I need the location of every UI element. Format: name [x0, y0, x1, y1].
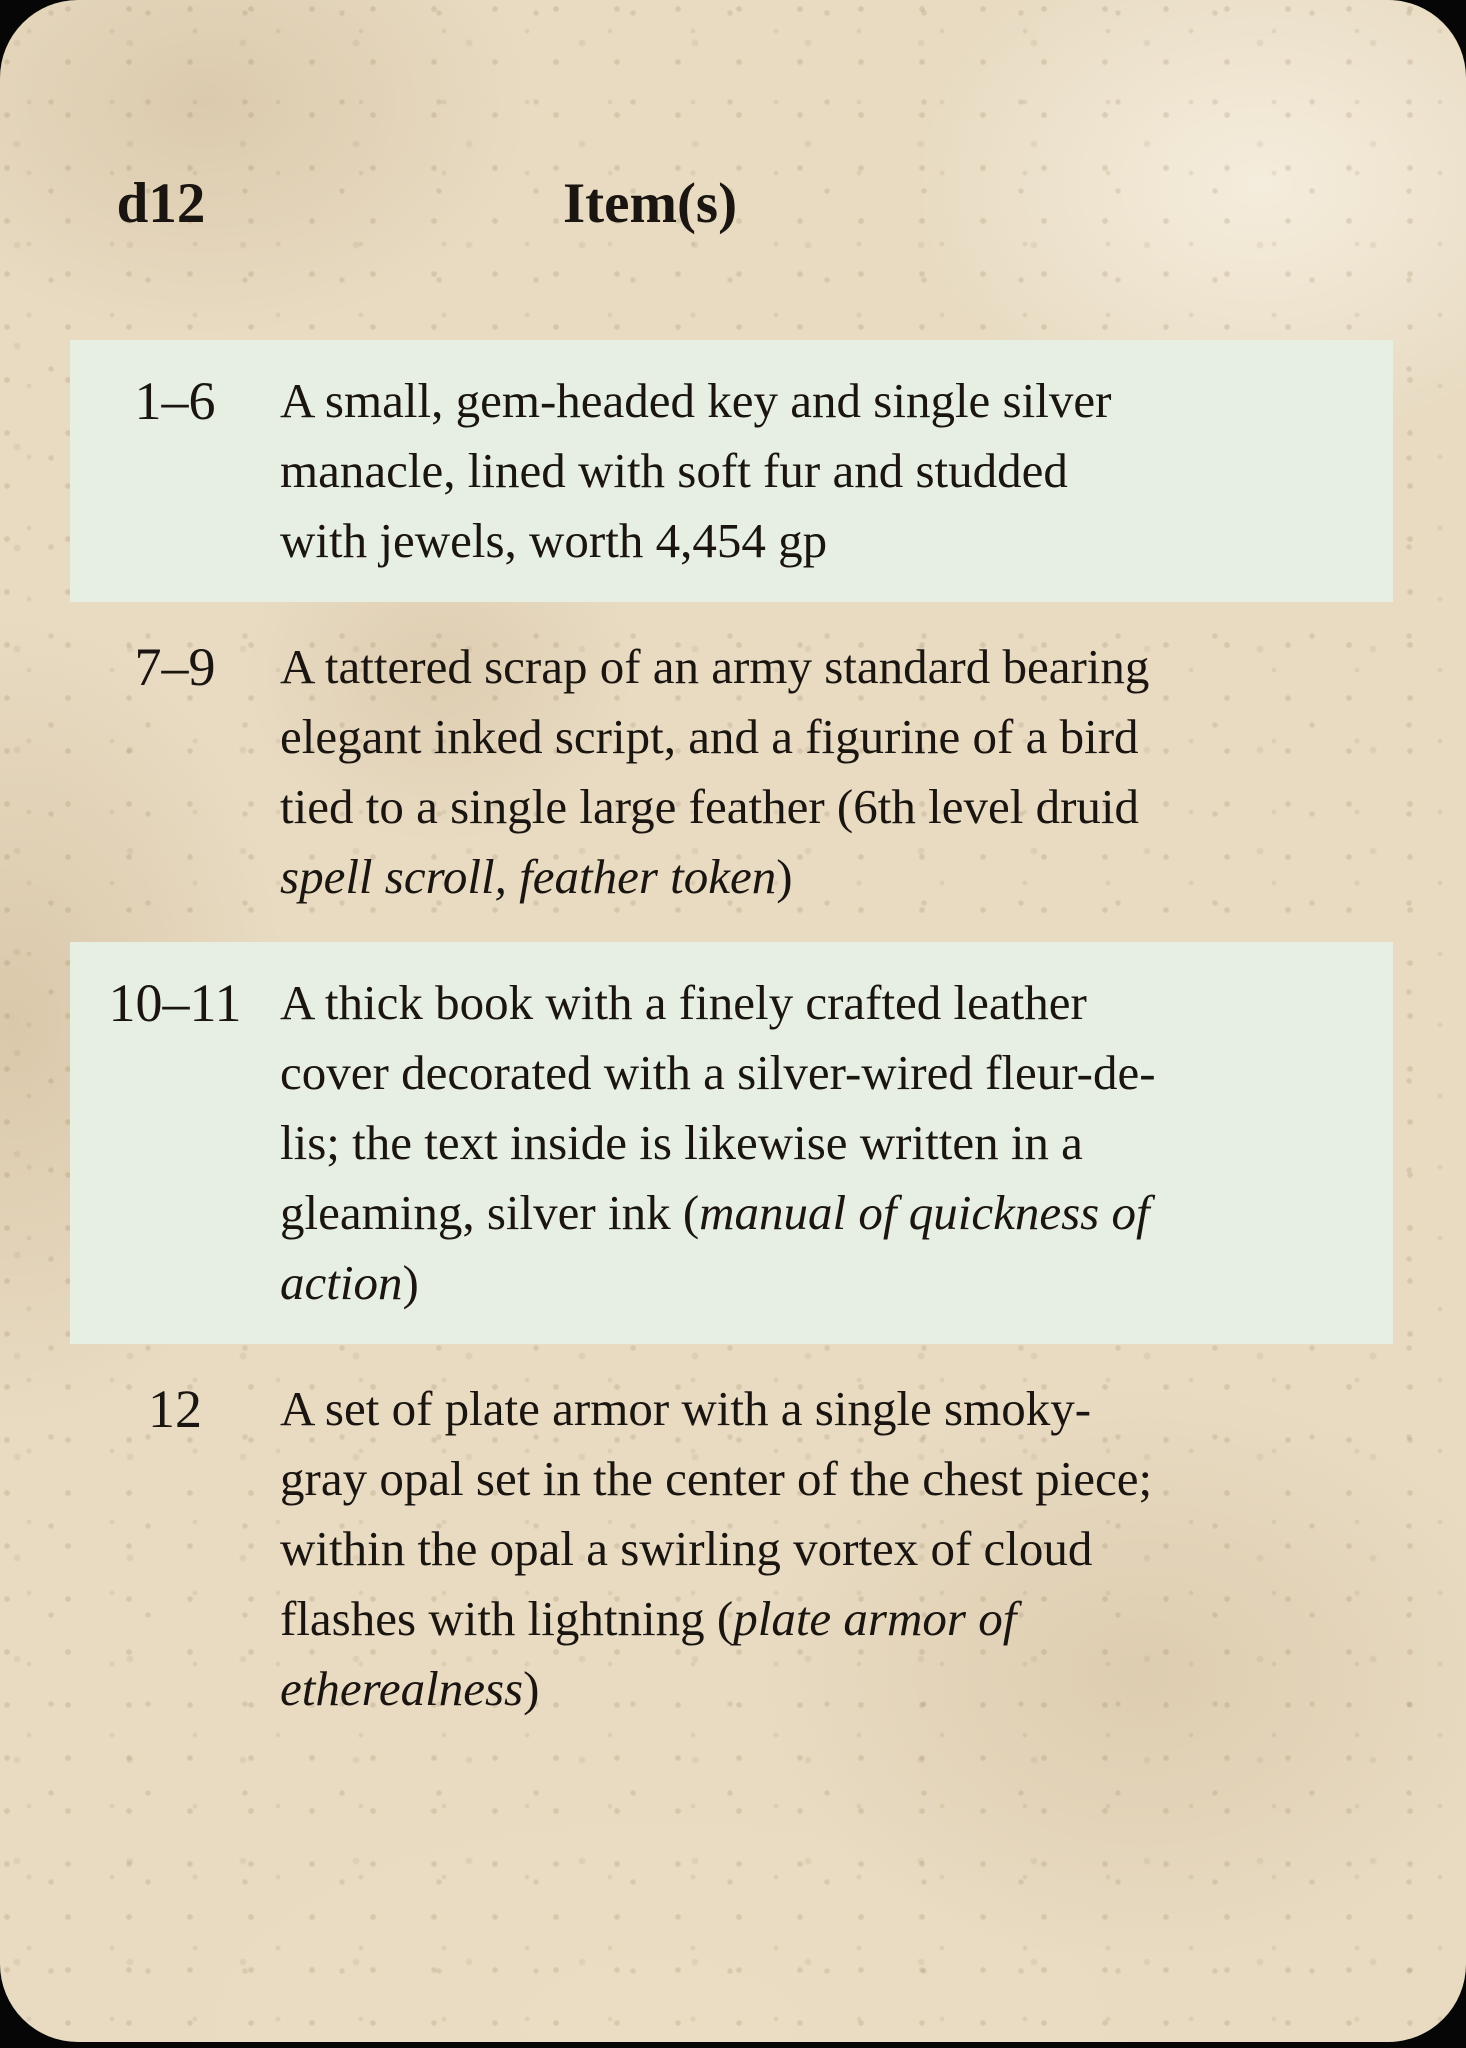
table-body — [70, 340, 1393, 1754]
dice-range: 10–11 — [108, 973, 242, 1033]
item-text: A thick book with a finely crafted leather cover decorated with a silver-wired fleur-de-lis; the text inside is likewise written in a gleaming, silver ink ( — [280, 975, 1156, 1240]
item-description — [280, 1374, 1180, 1724]
dice-range: 7–9 — [134, 637, 216, 697]
table-row — [70, 1344, 1393, 1754]
table-row — [70, 942, 1393, 1344]
item-text: A set of plate armor with a single smoky-gray opal set in the center of the chest piece; within the opal a swirling vortex of cloud flashes with lightning ( — [280, 1381, 1153, 1646]
item-text-after: ) — [523, 1661, 540, 1716]
table-header-row — [70, 164, 1393, 244]
table-row — [70, 602, 1393, 942]
item-description — [280, 968, 1180, 1318]
loot-table — [70, 0, 1393, 1754]
item-name-italic: plate armor of etherealness — [280, 1591, 1017, 1716]
item-text: A tattered scrap of an army standard bearing elegant inked script, and a figurine of a bird tied to a single large feather (6th level druid — [280, 639, 1150, 834]
item-name-italic: manual of quickness of action — [280, 1185, 1150, 1310]
item-description — [280, 366, 1180, 576]
dice-column-header: d12 — [116, 172, 206, 235]
item-text-after: ) — [776, 849, 793, 904]
dice-range: 1–6 — [134, 371, 216, 431]
item-text: A small, gem-headed key and single silver manacle, lined with soft fur and studded with jewels, worth 4,454 gp — [280, 373, 1112, 568]
dice-range: 12 — [148, 1379, 202, 1439]
item-text-after: ) — [402, 1255, 419, 1310]
item-description — [280, 632, 1180, 912]
table-row — [70, 340, 1393, 602]
item-column-header: Item(s) — [563, 172, 738, 235]
item-name-italic: spell scroll, feather token — [280, 849, 777, 904]
